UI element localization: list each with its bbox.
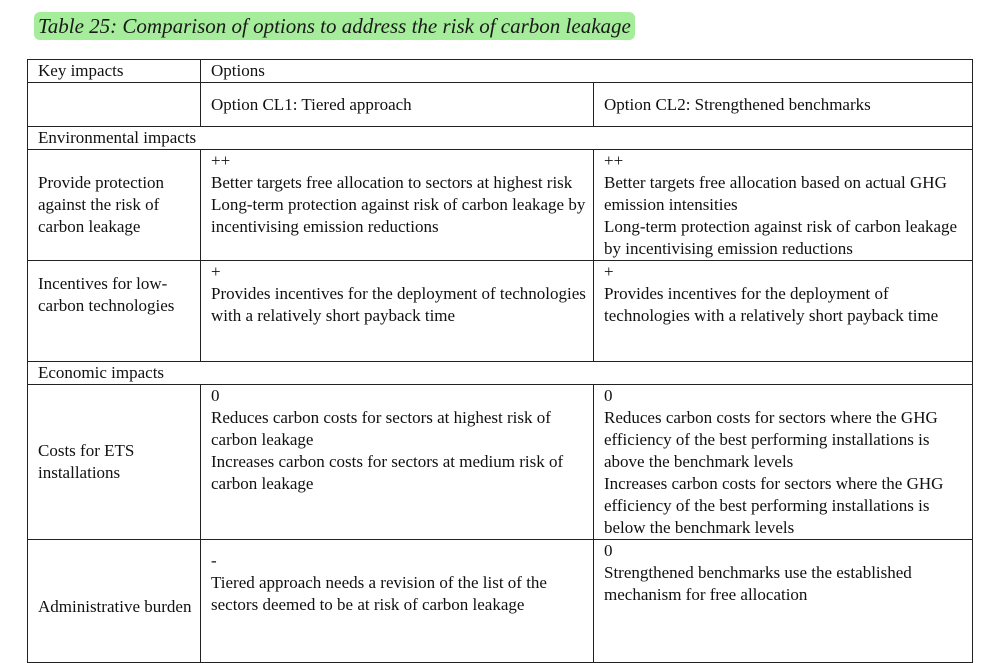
cl2-text: Strengthened benchmarks use the established mechanism for free allocation: [604, 563, 912, 604]
table-row: [28, 261, 973, 362]
row-label: Administrative burden: [28, 540, 201, 663]
cl1-rating: -: [211, 551, 217, 570]
header-options: Options: [201, 60, 973, 83]
section-environmental: Environmental impacts: [28, 127, 973, 150]
header-option-cl2: Option CL2: Strengthened benchmarks: [594, 83, 973, 127]
header-key-impacts: Key impacts: [28, 60, 201, 83]
cl2-text: Reduces carbon costs for sectors where the GHG efficiency of the best performing installations is above the benchmark levels: [604, 408, 938, 471]
table-row: [28, 385, 973, 540]
section-row-environmental: [28, 127, 973, 150]
cl2-cell: [594, 261, 973, 362]
section-row-economic: [28, 362, 973, 385]
cl1-rating: ++: [211, 151, 231, 170]
cl2-cell: [594, 540, 973, 663]
cl2-text: Better targets free allocation based on actual GHG emission intensities: [604, 173, 947, 214]
row-label: Provide protection against the risk of carbon leakage: [28, 150, 201, 261]
table-row: [28, 540, 973, 663]
cl2-rating: 0: [604, 386, 613, 405]
table-caption: Table 25: Comparison of options to address the risk of carbon leakage: [34, 12, 635, 40]
header-row: [28, 60, 973, 83]
header-option-cl1: Option CL1: Tiered approach: [201, 83, 594, 127]
cl2-text: Increases carbon costs for sectors where the GHG efficiency of the best performing installations is below the benchmark levels: [604, 474, 944, 537]
header-empty-cell: [28, 83, 201, 127]
cl1-cell: [201, 385, 594, 540]
cl2-rating: 0: [604, 541, 613, 560]
cl1-text: Tiered approach needs a revision of the list of the sectors deemed to be at risk of carbon leakage: [211, 573, 547, 614]
comparison-table: [27, 59, 973, 663]
cl1-rating: +: [211, 262, 221, 281]
cl2-rating: ++: [604, 151, 624, 170]
row-label: Costs for ETS installations: [28, 385, 201, 540]
cl2-cell: [594, 385, 973, 540]
cl2-text: Long-term protection against risk of carbon leakage by incentivising emission reductions: [604, 217, 958, 258]
cl2-text: Provides incentives for the deployment of technologies with a relatively short payback time: [604, 284, 939, 325]
cl1-text: Provides incentives for the deployment of technologies with a relatively short payback time: [211, 284, 586, 325]
cl1-cell: [201, 150, 594, 261]
cl1-cell: [201, 261, 594, 362]
cl1-text: Long-term protection against risk of carbon leakage by incentivising emission reductions: [211, 195, 586, 236]
cl1-text: Better targets free allocation to sectors at highest risk: [211, 173, 573, 192]
section-economic: Economic impacts: [28, 362, 973, 385]
header-options-row: [28, 83, 973, 127]
table-row: [28, 150, 973, 261]
cl2-cell: [594, 150, 973, 261]
cl1-text: Increases carbon costs for sectors at medium risk of carbon leakage: [211, 452, 564, 493]
cl1-cell: [201, 540, 594, 663]
row-label: Incentives for low-carbon technologies: [28, 261, 201, 362]
cl2-rating: +: [604, 262, 614, 281]
cl1-rating: 0: [211, 386, 220, 405]
cl1-text: Reduces carbon costs for sectors at highest risk of carbon leakage: [211, 408, 551, 449]
